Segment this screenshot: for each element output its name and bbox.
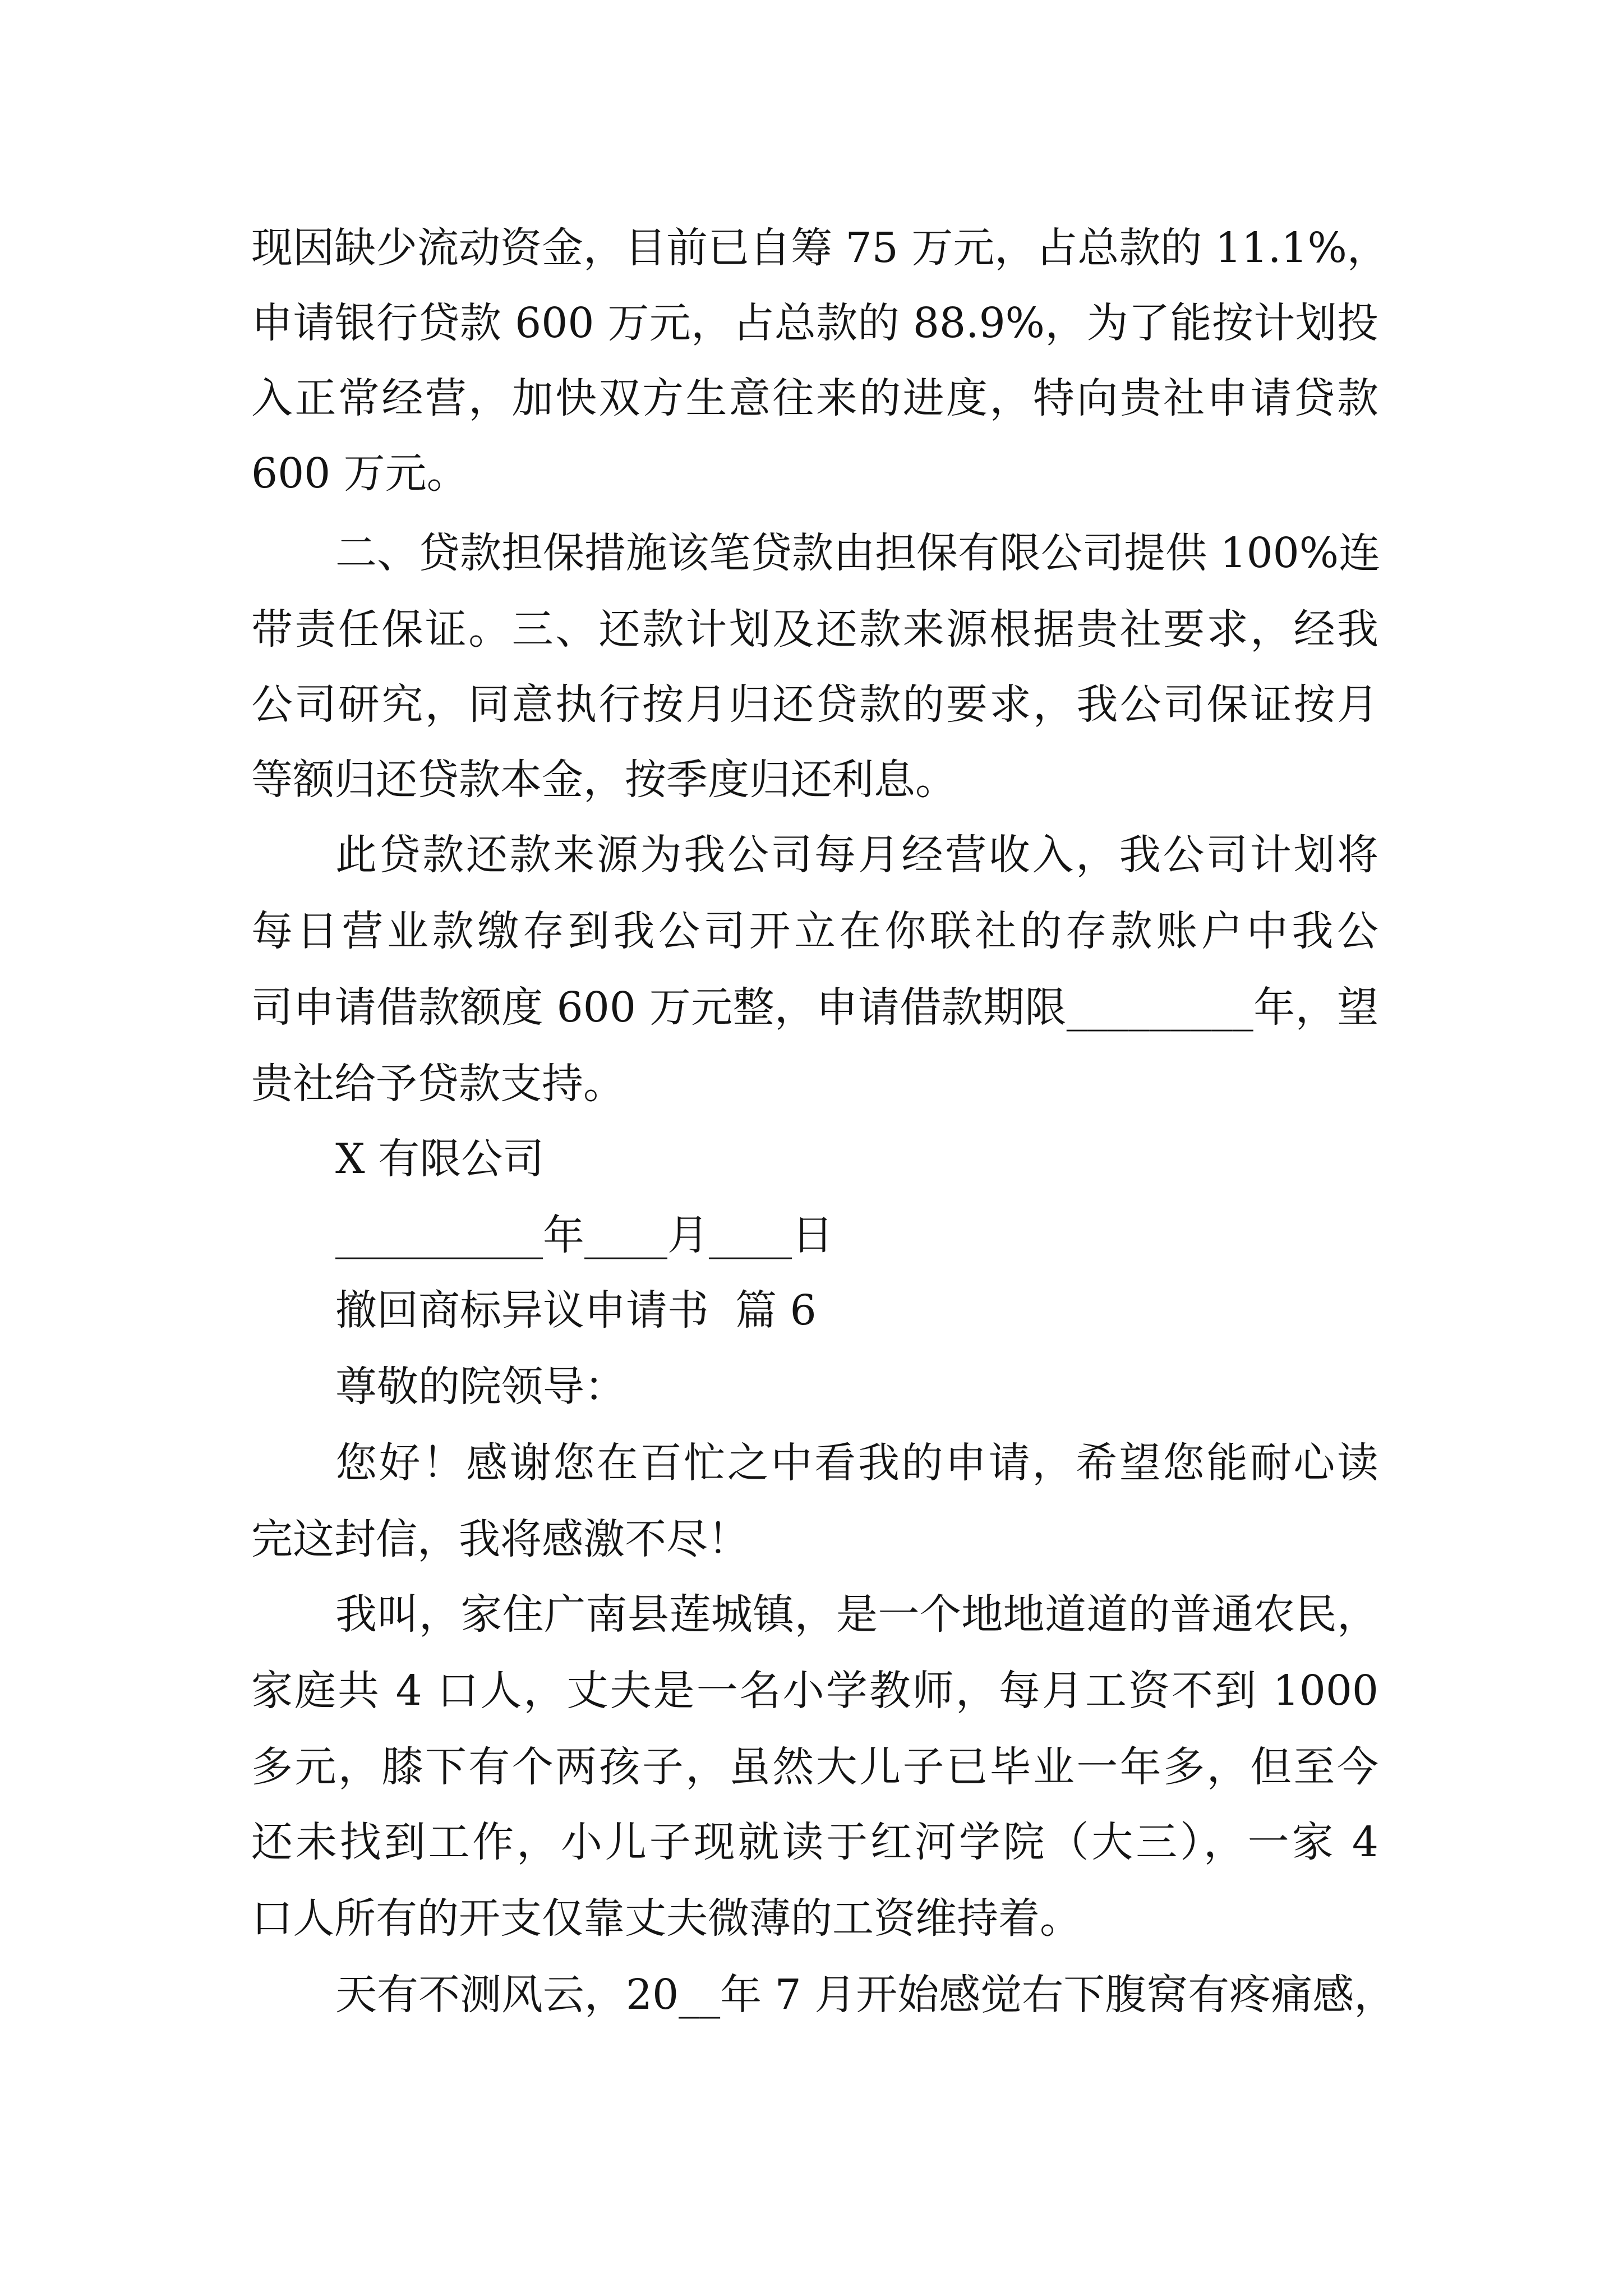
section-title: 撤回商标异议申请书 篇 6 bbox=[335, 1286, 817, 1335]
text-line: 现因缺少流动资金，目前已自筹 75 万元，占总款的 11.1%， bbox=[251, 224, 1389, 272]
text-line: 口人所有的开支仅靠丈夫微薄的工资维持着。 bbox=[251, 1894, 1081, 1943]
text-line: 您好！感谢您在百忙之中看我的申请，希望您能耐心读 bbox=[335, 1439, 1378, 1487]
text-line: 多元，膝下有个两孩子，虽然大儿子已毕业一年多，但至今 bbox=[251, 1743, 1378, 1791]
text-line: 带责任保证。三、还款计划及还款来源根据贵社要求，经我 bbox=[251, 605, 1378, 654]
text-line: 完这封信，我将感激不尽！ bbox=[251, 1515, 749, 1563]
text-line: 公司研究，同意执行按月归还贷款的要求，我公司保证按月 bbox=[251, 680, 1378, 729]
text-line: 申请银行贷款 600 万元，占总款的 88.9%，为了能按计划投 bbox=[251, 299, 1378, 347]
text-line: 家庭共 4 口人，丈夫是一名小学教师，每月工资不到 1000 bbox=[251, 1667, 1378, 1715]
salutation: 尊敬的院领导： bbox=[335, 1363, 626, 1411]
text-line: 司申请借款额度 600 万元整，申请借款期限_________年，望 bbox=[251, 983, 1378, 1032]
date-line: __________年____月____日 bbox=[335, 1211, 833, 1259]
text-line: 天有不测风云，20__年 7 月开始感觉右下腹窝有疼痛感， bbox=[335, 1971, 1396, 2019]
text-line: 600 万元。 bbox=[251, 449, 468, 498]
text-line: 贵社给予贷款支持。 bbox=[251, 1060, 625, 1108]
text-line: 还未找到工作，小儿子现就读于红河学院（大三），一家 4 bbox=[251, 1818, 1378, 1866]
text-line: 二、贷款担保措施该笔贷款由担保有限公司提供 100%连 bbox=[335, 529, 1381, 577]
text-line: 入正常经营，加快双方生意往来的进度，特向贵社申请贷款 bbox=[251, 374, 1378, 422]
text-line: 等额归还贷款本金，按季度归还利息。 bbox=[251, 756, 957, 804]
text-line: 此贷款还款来源为我公司每月经营收入，我公司计划将 bbox=[335, 831, 1378, 879]
text-line: 我叫，家住广南县莲城镇，是一个地地道道的普通农民， bbox=[335, 1590, 1378, 1639]
company-name: X 有限公司 bbox=[335, 1135, 545, 1183]
text-line: 每日营业款缴存到我公司开立在你联社的存款账户中我公 bbox=[251, 907, 1378, 955]
